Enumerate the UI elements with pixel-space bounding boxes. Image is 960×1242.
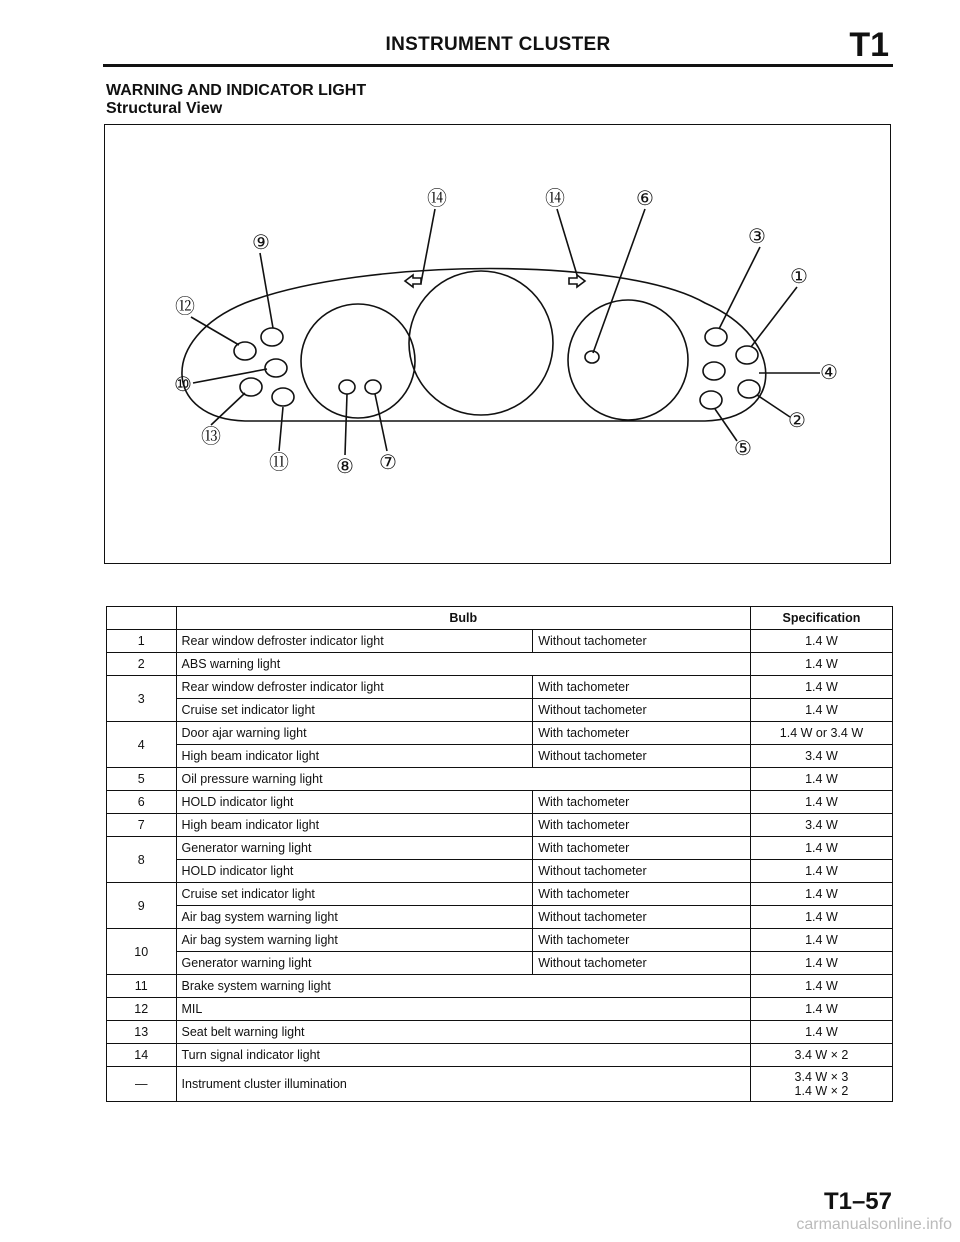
row-bulb: High beam indicator light: [176, 745, 533, 768]
table-row: [107, 883, 893, 906]
table-row: [107, 952, 893, 975]
lamp-4: [703, 362, 725, 380]
lamp-2: [738, 380, 760, 398]
table-row: [107, 630, 893, 653]
section-subtitle: Structural View: [106, 100, 223, 117]
lamp-9: [261, 328, 283, 346]
row-bulb: High beam indicator light: [176, 814, 533, 837]
row-no: 12: [107, 998, 177, 1021]
table-row: [107, 1067, 893, 1102]
row-spec: 3.4 W: [750, 745, 892, 768]
row-spec: 1.4 W: [750, 653, 892, 676]
row-spec: 1.4 W: [750, 768, 892, 791]
turn-arrow-right: [569, 275, 585, 287]
table-row: [107, 745, 893, 768]
table-row: [107, 722, 893, 745]
row-bulb: MIL: [176, 998, 750, 1021]
table-row: [107, 676, 893, 699]
row-no: 9: [107, 883, 177, 929]
table-row: [107, 699, 893, 722]
structural-view-diagram: [104, 124, 891, 564]
callout-10: ⑩: [174, 372, 192, 396]
cluster-drawing: [105, 125, 892, 565]
callout-13: ⑬: [201, 424, 221, 448]
row-spec: 1.4 W: [750, 837, 892, 860]
callout-11: ⑪: [269, 450, 289, 474]
row-spec: 1.4 W: [750, 791, 892, 814]
row-condition: Without tachometer: [533, 906, 751, 929]
table-row: [107, 814, 893, 837]
row-no: 13: [107, 1021, 177, 1044]
lamp-13: [240, 378, 262, 396]
row-bulb: Air bag system warning light: [176, 929, 533, 952]
watermark: carmanualsonline.info: [796, 1216, 952, 1233]
row-spec: 1.4 W: [750, 1021, 892, 1044]
row-condition: Without tachometer: [533, 860, 751, 883]
row-condition: With tachometer: [533, 837, 751, 860]
lamp-6: [585, 351, 599, 363]
gauge-left: [301, 304, 415, 418]
row-no: —: [107, 1067, 177, 1102]
table-row: [107, 1044, 893, 1067]
table-row: [107, 860, 893, 883]
row-bulb: HOLD indicator light: [176, 791, 533, 814]
table-row: [107, 975, 893, 998]
row-no: 7: [107, 814, 177, 837]
callout-1: ①: [790, 264, 808, 288]
row-bulb: Instrument cluster illumination: [176, 1067, 750, 1102]
lamp-11: [272, 388, 294, 406]
row-spec: 1.4 W: [750, 952, 892, 975]
row-no: 2: [107, 653, 177, 676]
row-spec: 1.4 W: [750, 699, 892, 722]
row-bulb: Brake system warning light: [176, 975, 750, 998]
row-condition: With tachometer: [533, 814, 751, 837]
row-condition: Without tachometer: [533, 630, 751, 653]
row-no: 5: [107, 768, 177, 791]
callout-2: ②: [788, 408, 806, 432]
header-bulb: Bulb: [176, 607, 750, 630]
row-condition: With tachometer: [533, 676, 751, 699]
row-spec: 1.4 W: [750, 906, 892, 929]
callout-5: ⑤: [734, 436, 752, 460]
callout-4: ④: [820, 360, 838, 384]
callout-3: ③: [748, 224, 766, 248]
header-spec: Specification: [750, 607, 892, 630]
row-bulb: Oil pressure warning light: [176, 768, 750, 791]
row-condition: With tachometer: [533, 791, 751, 814]
table-row: [107, 837, 893, 860]
row-spec-line-1: 3.4 W × 3: [794, 1070, 849, 1084]
row-no: 3: [107, 676, 177, 722]
table-row: [107, 929, 893, 952]
row-no: 8: [107, 837, 177, 883]
row-bulb: Cruise set indicator light: [176, 883, 533, 906]
table-header-row: [107, 607, 893, 630]
row-no: 11: [107, 975, 177, 998]
row-bulb: Generator warning light: [176, 837, 533, 860]
row-condition: With tachometer: [533, 929, 751, 952]
callout-7: ⑦: [379, 450, 397, 474]
table-row: [107, 1021, 893, 1044]
row-bulb: Seat belt warning light: [176, 1021, 750, 1044]
row-condition: Without tachometer: [533, 745, 751, 768]
lamp-5: [700, 391, 722, 409]
row-bulb: Rear window defroster indicator light: [176, 676, 533, 699]
row-spec: 1.4 W: [750, 860, 892, 883]
row-no: 4: [107, 722, 177, 768]
callout-6: ⑥: [636, 186, 654, 210]
page-header: [103, 28, 893, 67]
callout-14-left: ⑭: [427, 186, 447, 210]
row-spec: 3.4 W: [750, 814, 892, 837]
table-row: [107, 906, 893, 929]
row-condition: With tachometer: [533, 883, 751, 906]
lamp-8: [339, 380, 355, 394]
row-bulb: ABS warning light: [176, 653, 750, 676]
page-number: T1–57: [823, 1188, 892, 1215]
header-no-cell: [107, 607, 177, 630]
row-spec: 1.4 W: [750, 929, 892, 952]
row-condition: Without tachometer: [533, 952, 751, 975]
row-spec: 1.4 W: [750, 883, 892, 906]
row-spec: 1.4 W or 3.4 W: [750, 722, 892, 745]
callout-14-right: ⑭: [545, 186, 565, 210]
row-spec: 1.4 W: [750, 998, 892, 1021]
lamp-1: [736, 346, 758, 364]
row-bulb: HOLD indicator light: [176, 860, 533, 883]
row-bulb: Cruise set indicator light: [176, 699, 533, 722]
bulb-spec-table: [106, 606, 893, 1102]
row-bulb: Generator warning light: [176, 952, 533, 975]
row-spec: 3.4 W × 2: [750, 1044, 892, 1067]
row-no: 14: [107, 1044, 177, 1067]
table-row: [107, 653, 893, 676]
row-no: 1: [107, 630, 177, 653]
table-row: [107, 768, 893, 791]
page-title: INSTRUMENT CLUSTER: [385, 34, 611, 55]
section-title: WARNING AND INDICATOR LIGHT: [106, 82, 367, 99]
row-bulb: Air bag system warning light: [176, 906, 533, 929]
callout-12: ⑫: [175, 294, 195, 318]
row-spec: [750, 1067, 892, 1102]
row-bulb: Rear window defroster indicator light: [176, 630, 533, 653]
row-spec: 1.4 W: [750, 975, 892, 998]
row-no: 6: [107, 791, 177, 814]
callout-8: ⑧: [336, 454, 354, 478]
row-spec: 1.4 W: [750, 630, 892, 653]
lamp-3: [705, 328, 727, 346]
lamp-7: [365, 380, 381, 394]
callout-9: ⑨: [252, 230, 270, 254]
row-condition: With tachometer: [533, 722, 751, 745]
gauge-center: [409, 271, 553, 415]
table-row: [107, 791, 893, 814]
row-spec-line-2: 1.4 W × 2: [794, 1084, 849, 1098]
lamp-10: [265, 359, 287, 377]
turn-arrow-left: [405, 275, 421, 287]
cluster-outline: [182, 269, 766, 422]
table-row: [107, 998, 893, 1021]
row-no: 10: [107, 929, 177, 975]
row-bulb: Turn signal indicator light: [176, 1044, 750, 1067]
row-condition: Without tachometer: [533, 699, 751, 722]
row-bulb: Door ajar warning light: [176, 722, 533, 745]
row-spec: 1.4 W: [750, 676, 892, 699]
section-code: T1: [849, 26, 889, 64]
